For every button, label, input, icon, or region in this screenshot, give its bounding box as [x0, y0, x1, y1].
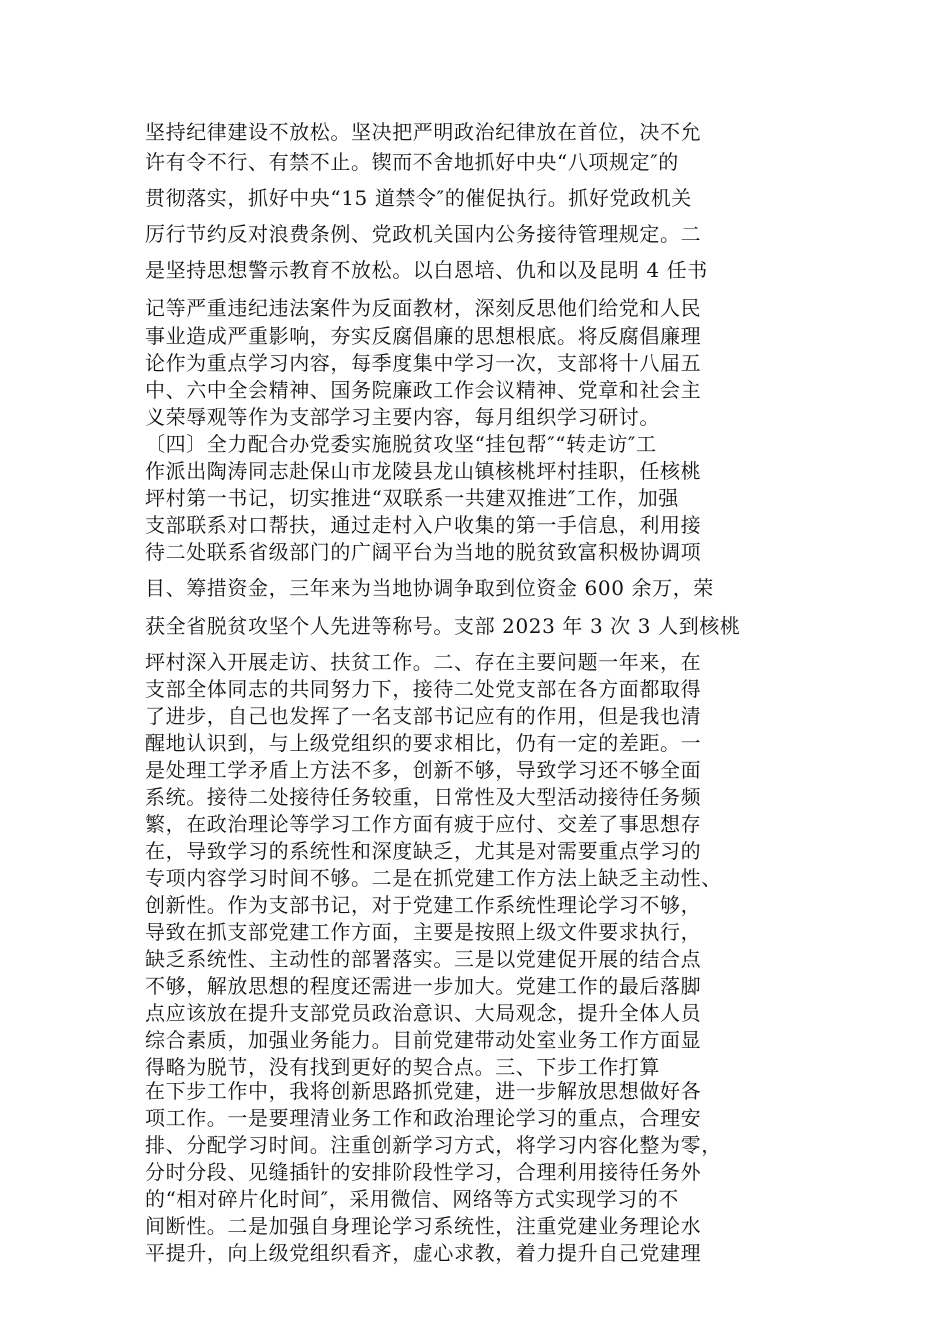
text-line: 平提升，向上级党组织看齐，虚心求教，着力提升自己党建理 [145, 1241, 702, 1265]
text-line: 贯彻落实，抓好中央“15 道禁令″的催促执行。抓好党政机关 [145, 186, 692, 210]
text-line: 在下步工作中，我将创新思路抓党建，进一步解放思想做好各 [145, 1079, 702, 1103]
text-line: 醒地认识到，与上级党组织的要求相比，仍有一定的差距。一 [145, 731, 702, 755]
text-line: 坚持纪律建设不放松。坚决把严明政治纪律放在首位，决不允 [145, 120, 702, 144]
text-line: 待二处联系省级部门的广阔平台为当地的脱贫致富积极协调项 [145, 540, 702, 564]
text-line: 〔四〕全力配合办党委实施脱贫攻坚“挂包帮″“转走访″工 [145, 432, 657, 456]
text-line: 目、筹措资金，三年来为当地协调争取到位资金 600 余万，荣 [145, 576, 714, 600]
text-line: 创新性。作为支部书记，对于党建工作系统性理论学习不够， [145, 893, 702, 917]
text-line: 了进步，自己也发挥了一名支部书记应有的作用，但是我也清 [145, 704, 702, 728]
text-line: 导致在抓支部党建工作方面，主要是按照上级文件要求执行， [145, 920, 702, 944]
text-line: 中、六中全会精神、国务院廉政工作会议精神、党章和社会主 [145, 378, 702, 402]
text-line: 专项内容学习时间不够。二是在抓党建工作方法上缺乏主动性、 [145, 866, 722, 890]
text-line: 排、分配学习时间。注重创新学习方式，将学习内容化整为零， [145, 1133, 722, 1157]
text-line: 系统。接待二处接待任务较重，日常性及大型活动接待任务频 [145, 785, 702, 809]
text-line: 得略为脱节，没有找到更好的契合点。三、下步工作打算 [145, 1055, 660, 1079]
text-line: 论作为重点学习内容，每季度集中学习一次，支部将十八届五 [145, 351, 702, 375]
text-line: 是处理工学矛盾上方法不多，创新不够，导致学习还不够全面 [145, 758, 702, 782]
text-line: 事业造成严重影响，夯实反腐倡廉的思想根底。将反腐倡廉理 [145, 324, 702, 348]
text-line: 繁，在政治理论等学习工作方面有疲于应付、交差了事思想存 [145, 812, 702, 836]
text-line: 点应该放在提升支部党员政治意识、大局观念，提升全体人员 [145, 1001, 702, 1025]
text-line: 记等严重违纪违法案件为反面教材，深刻反思他们给党和人民 [145, 296, 702, 320]
text-line: 作派出陶涛同志赴保山市龙陵县龙山镇核桃坪村挂职，任核桃 [145, 459, 702, 483]
text-line: 间断性。二是加强自身理论学习系统性，注重党建业务理论水 [145, 1214, 702, 1238]
text-line: 厉行节约反对浪费条例、党政机关国内公务接待管理规定。二 [145, 222, 702, 246]
text-line: 在，导致学习的系统性和深度缺乏，尤其是对需要重点学习的 [145, 839, 702, 863]
text-line: 不够，解放思想的程度还需进一步加大。党建工作的最后落脚 [145, 974, 702, 998]
text-line: 许有令不行、有禁不止。锲而不舍地抓好中央“八项规定″的 [145, 150, 679, 174]
text-line: 分时分段、见缝插针的安排阶段性学习，合理利用接待任务外 [145, 1160, 702, 1184]
text-line: 坪村第一书记，切实推进“双联系一共建双推进″工作，加强 [145, 486, 679, 510]
text-line: 支部全体同志的共同努力下，接待二处党支部在各方面都取得 [145, 677, 702, 701]
text-line: 义荣辱观等作为支部学习主要内容，每月组织学习研讨。 [145, 405, 660, 429]
text-line: 的“相对碎片化时间″，采用微信、网络等方式实现学习的不 [145, 1187, 679, 1211]
text-line: 缺乏系统性、主动性的部署落实。三是以党建促开展的结合点 [145, 947, 702, 971]
text-line: 综合素质，加强业务能力。目前党建带动处室业务工作方面显 [145, 1028, 702, 1052]
text-line: 是坚持思想警示教育不放松。以白恩培、仇和以及昆明 4 任书 [145, 258, 708, 282]
text-line: 项工作。一是要理清业务工作和政治理论学习的重点，合理安 [145, 1106, 702, 1130]
text-line: 获全省脱贫攻坚个人先进等称号。支部 2023 年 3 次 3 人到核桃 [145, 614, 741, 638]
text-line: 支部联系对口帮扶，通过走村入户收集的第一手信息，利用接 [145, 513, 702, 537]
text-line: 坪村深入开展走访、扶贫工作。二、存在主要问题一年来，在 [145, 650, 702, 674]
